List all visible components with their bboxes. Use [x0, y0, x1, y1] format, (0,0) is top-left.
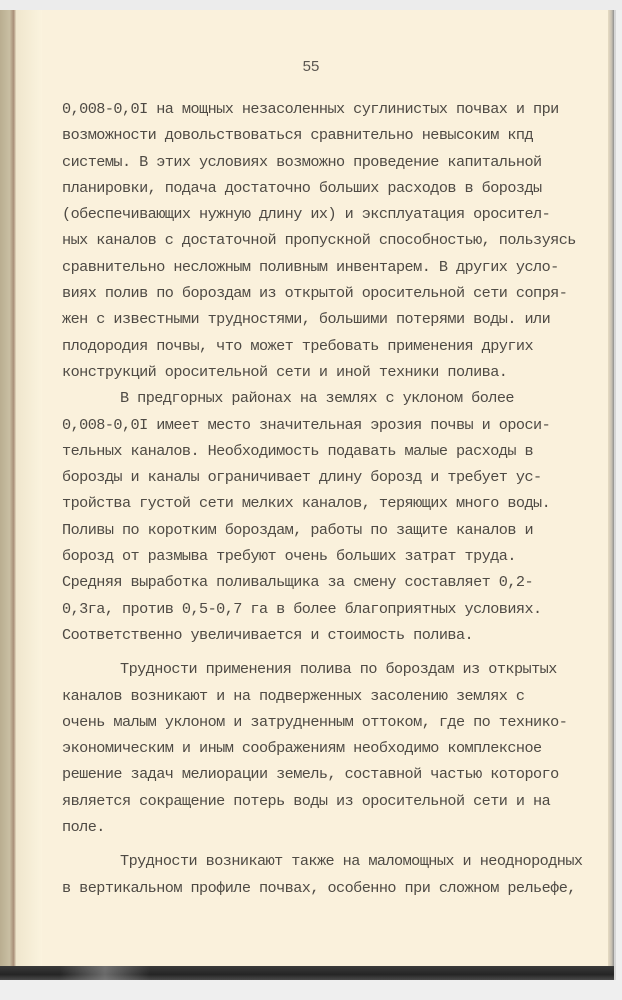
- text-line: 0,3га, против 0,5-0,7 га в более благоприятных условиях.: [62, 599, 542, 618]
- text-line: (обеспечивающих нужную длину их) и эксплуатация оросител-: [62, 205, 551, 224]
- page-bottom-edge: [0, 966, 614, 980]
- text-line: является сокращение потерь воды из оросительной сети и на: [62, 791, 551, 810]
- page-number: 55: [302, 58, 320, 75]
- page-body: [62, 96, 583, 901]
- paragraph: [62, 656, 568, 840]
- page-right-edge: [608, 10, 614, 980]
- text-line: системы. В этих условиях возможно проведение капитальной: [62, 152, 542, 171]
- paragraph-gap: [62, 840, 562, 848]
- text-line: 0,008-0,0I имеет место значительная эрозия почвы и ороси-: [62, 415, 551, 434]
- text-line: ных каналов с достаточной пропускной способностью, пользуясь: [62, 231, 576, 250]
- text-line: В предгорных районах на землях с уклоном более: [120, 389, 514, 408]
- text-line: плодородия почвы, что может требовать применения других: [62, 336, 534, 355]
- paragraph: [62, 385, 562, 648]
- text-line: Средняя выработка поливальщика за смену составляет 0,2-: [62, 573, 534, 592]
- text-line: Соответственно увеличивается и стоимость полива.: [62, 625, 474, 644]
- text-line: жен с известными трудностями, большими потерями воды. или: [62, 310, 551, 329]
- gutter-shadow: [16, 10, 42, 980]
- book-binding-edge: [0, 10, 16, 980]
- paragraph: [62, 848, 583, 901]
- text-line: борозд от размыва требуют очень больших затрат труда.: [62, 547, 516, 566]
- text-line: борозды и каналы ограничивает длину борозд и требует ус-: [62, 468, 542, 487]
- text-line: решение задач мелиорации земель, составной частью которого: [62, 765, 559, 784]
- text-line: поле.: [62, 818, 105, 837]
- text-line: очень малым уклоном и затрудненным оттоком, где по технико-: [62, 712, 568, 731]
- text-line: конструкций оросительной сети и иной техники полива.: [62, 362, 508, 381]
- text-line: планировки, подача достаточно больших расходов в борозды: [62, 178, 542, 197]
- paragraph-gap: [62, 648, 562, 656]
- text-line: тройства густой сети мелких каналов, теряющих много воды.: [62, 494, 551, 513]
- text-line: каналов возникают и на подверженных засолению землях с: [62, 686, 525, 705]
- paragraph: [62, 96, 576, 385]
- text-line: сравнительно несложным поливным инвентарем. В других усло-: [62, 257, 559, 276]
- text-line: тельных каналов. Необходимость подавать малые расходы в: [62, 441, 534, 460]
- text-line: Трудности применения полива по бороздам из открытых: [120, 660, 557, 679]
- text-line: Поливы по коротким бороздам, работы по защите каналов и: [62, 520, 534, 539]
- text-line: Трудности возникают также на маломощных и неоднородных: [120, 852, 583, 871]
- text-line: 0,008-0,0I на мощных незасоленных суглинистых почвах и при: [62, 100, 559, 118]
- text-line: виях полив по бороздам из открытой оросительной сети сопря-: [62, 284, 568, 303]
- viewer-top-margin: [0, 0, 622, 10]
- text-line: в вертикальном профиле почвах, особенно при сложном рельефе,: [62, 878, 576, 897]
- text-line: возможности довольствоваться сравнительно невысоким кпд: [62, 126, 534, 145]
- text-line: экономическим и иным соображениям необходимо комплексное: [62, 739, 542, 758]
